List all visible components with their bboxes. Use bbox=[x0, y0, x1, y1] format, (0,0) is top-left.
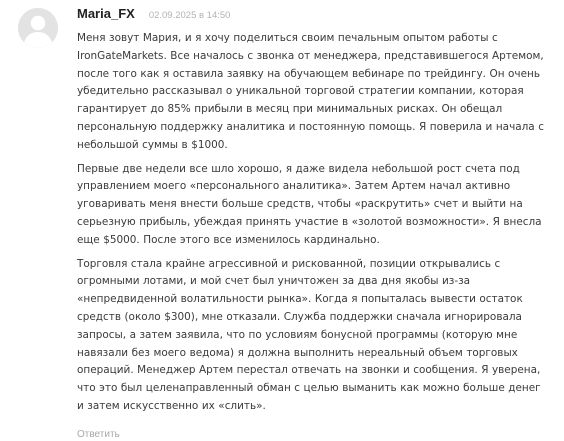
comment-author[interactable]: Maria_FX bbox=[77, 6, 135, 21]
comment-meta bbox=[77, 6, 545, 24]
comment bbox=[77, 6, 545, 441]
default-user-avatar-icon bbox=[18, 8, 58, 48]
avatar bbox=[18, 8, 58, 48]
comment-date: 02.09.2025 в 14:50 bbox=[148, 10, 231, 21]
comment-paragraph-2: Первые две недели все шло хорошо, я даже видела небольшой рост счета под управлением моего «персонального аналитика». Затем Артем начал активно уговаривать меня внести больше средств, чтобы «раскрутить» счет и выйти на серьезную прибыль, убеждая принять участие в «золотой возможности». Я внесла еще $5000. После этого все изменилось кардинально. bbox=[77, 162, 542, 246]
comment-paragraph-1: Меня зовут Мария, и я хочу поделиться своим печальным опытом работы с IronGateMarkets. Все началось с звонка от менеджера, представившегося Артемом, после того как я оставила заявку на обучающем вебинаре по трейдингу. Он очень убедительно рассказывал о уникальной торговой стратегии компании, которая гарантирует до 85% прибыли в месяц при минимальных рисках. Он обещал персональную поддержку аналитика и постоянную помощь. Я поверила и начала с небольшой суммы в $1000. bbox=[77, 32, 544, 151]
reply-link[interactable]: Ответить bbox=[77, 428, 120, 440]
comment-paragraph-3: Торговля стала крайне агрессивной и рискованной, позиции открывались с огромными лотами, и мой счет был уничтожен за два дня якобы из-за «непредвиденной волатильности рынка». Когда я попыталась вывести остаток средств (около $300), мне отказали. Служба поддержки сначала игнорировала запросы, а затем заявила, что по условиям бонусной программы (которую мне навязали без моего ведома) я должна выполнить нереальный объем торговых операций. Менеджер Артем перестал отвечать на звонки и сообщения. Я уверена, что это был целенаправленный обман с целью выманить как можно больше денег и затем искусственно их «слить». bbox=[77, 257, 541, 412]
